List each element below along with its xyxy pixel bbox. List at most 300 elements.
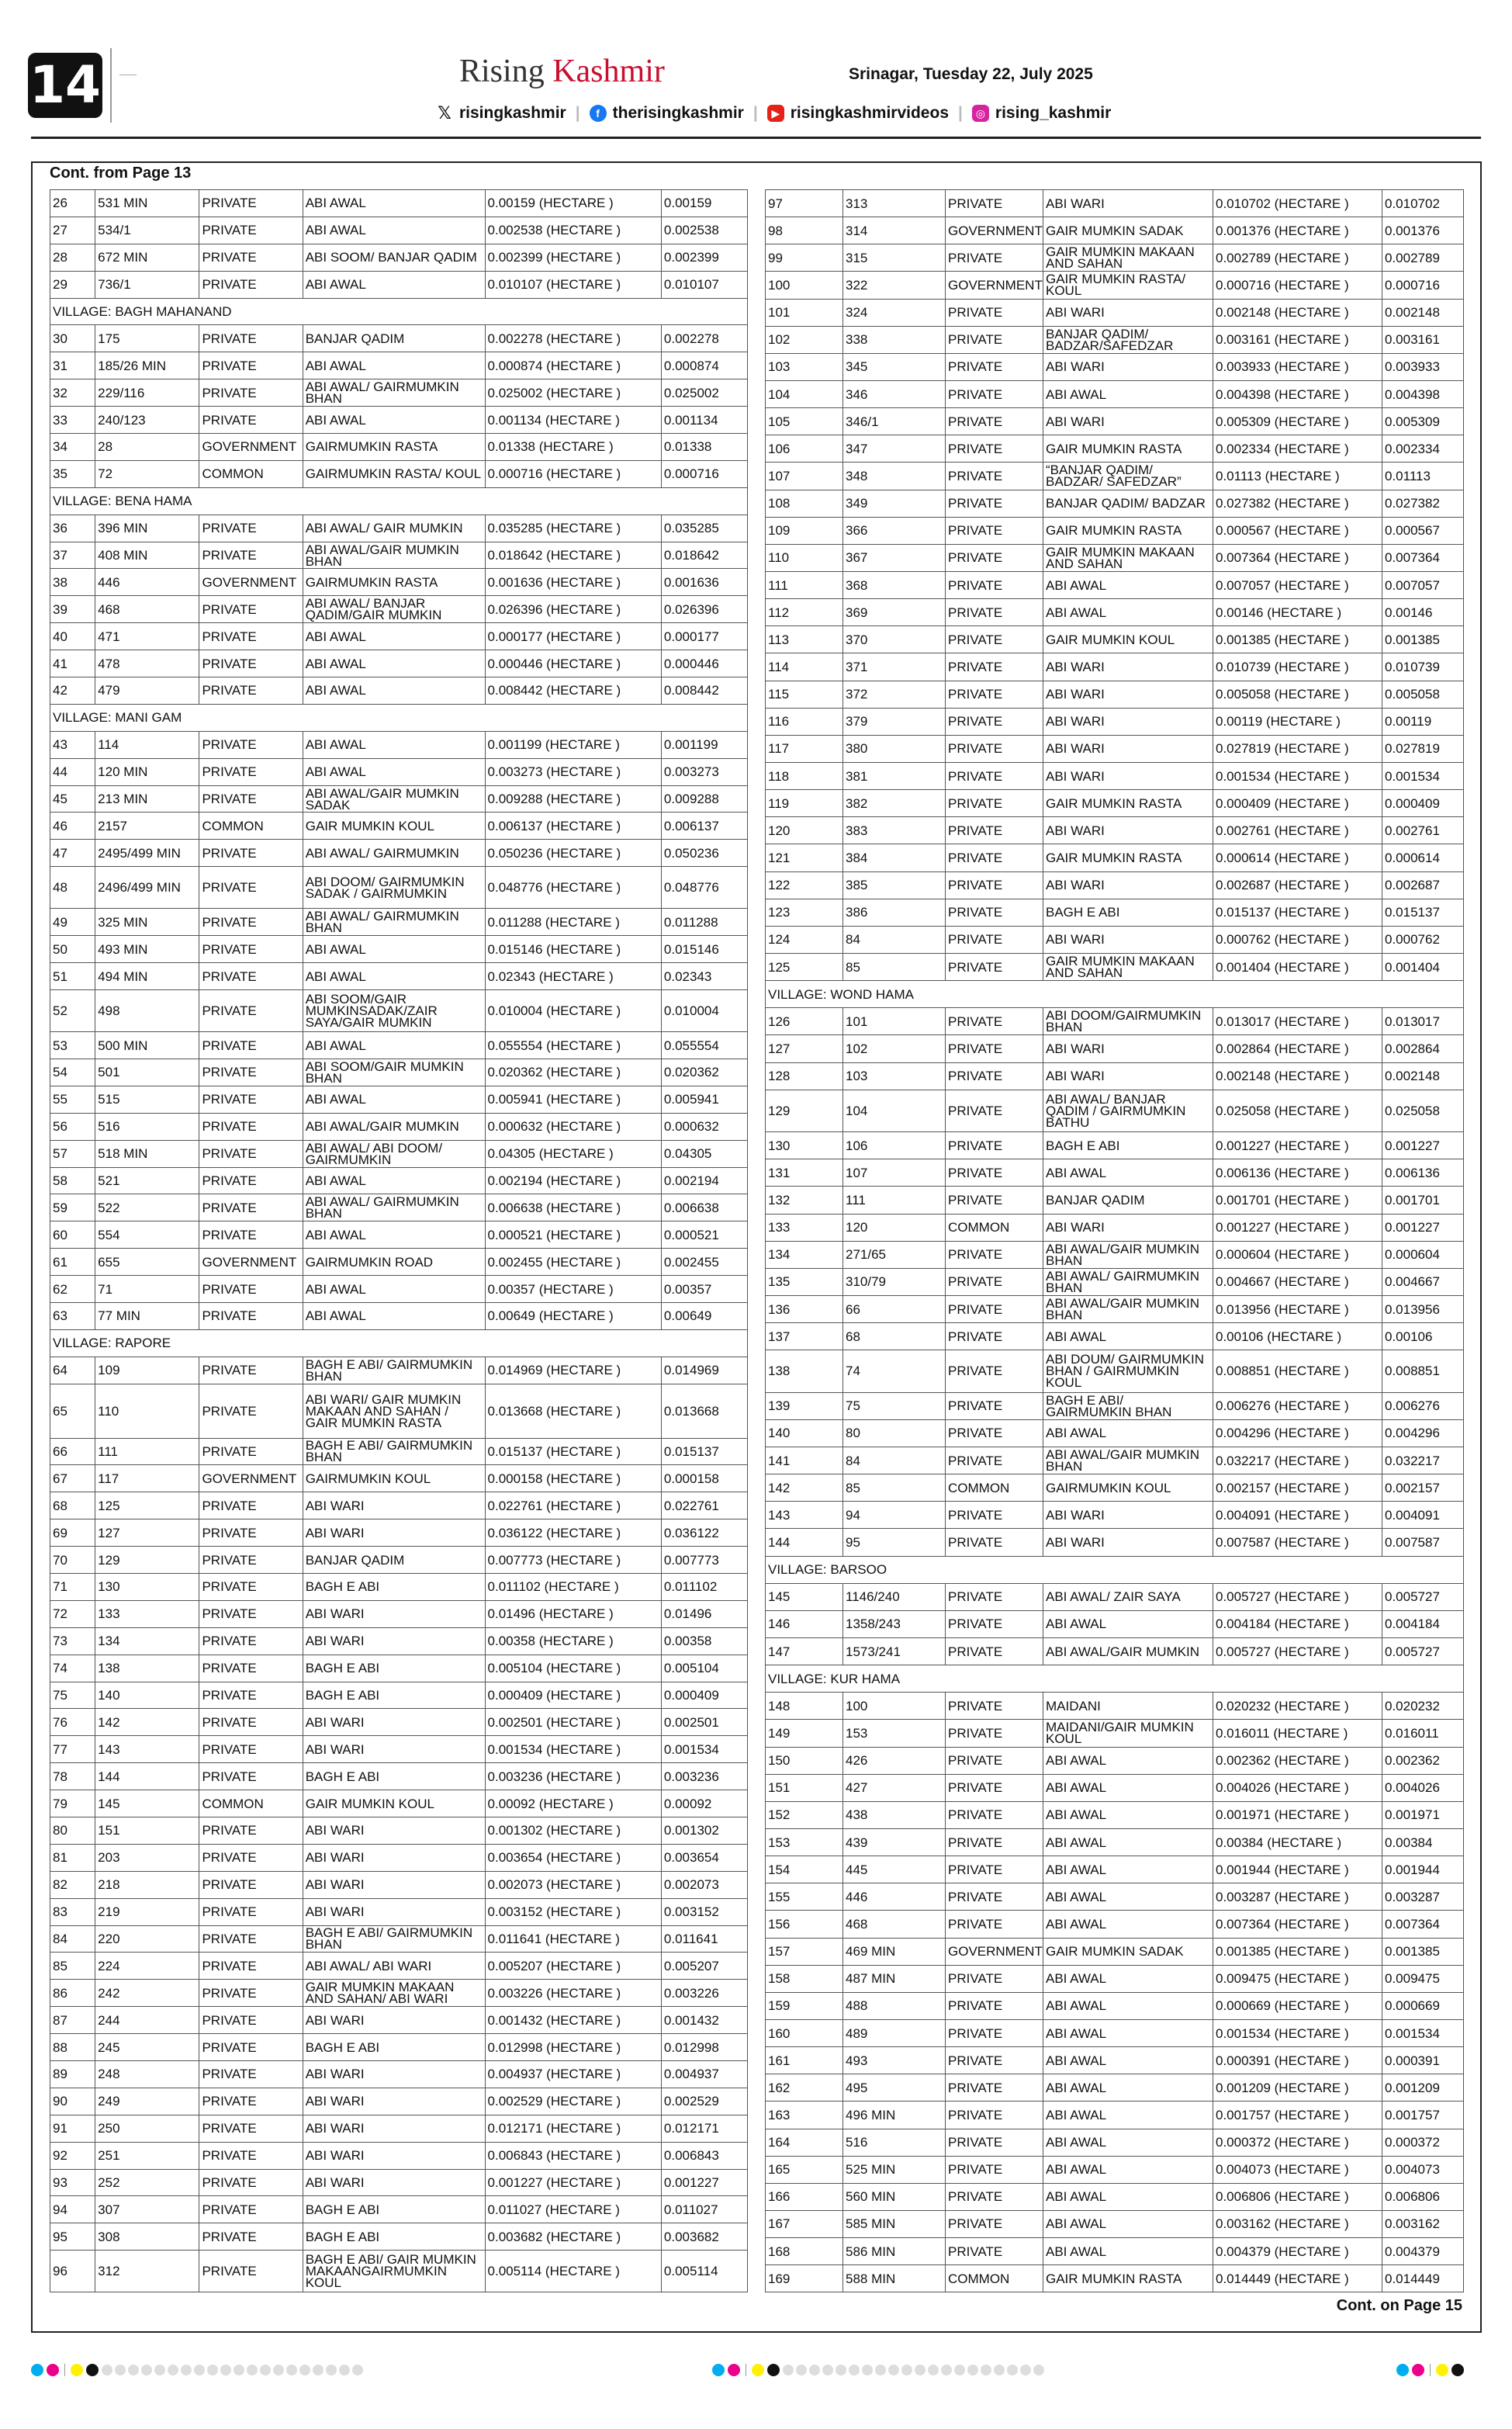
area-hectare [485, 1627, 661, 1655]
area-number: 0.00358 [487, 1634, 535, 1649]
area-unit: (HECTARE ) [1274, 1165, 1349, 1180]
area-number: 0.006137 [487, 818, 543, 833]
land-kind: ABI AWAL [1043, 2210, 1213, 2237]
area-value: 0.003162 [1382, 2210, 1464, 2237]
serial-number: 151 [766, 1774, 843, 1801]
serial-number: 43 [50, 731, 95, 758]
area-value: 0.007364 [1382, 544, 1464, 571]
khasra-number: 655 [95, 1249, 199, 1276]
land-kind: ABI AWAL [1043, 1992, 1213, 2019]
area-value: 0.036122 [661, 1519, 747, 1547]
table-row [50, 650, 748, 677]
area-hectare [1213, 1801, 1382, 1828]
khasra-number: 348 [843, 463, 946, 490]
land-table-left [50, 189, 748, 2292]
area-hectare [1213, 2183, 1382, 2210]
ownership: PRIVATE [946, 1965, 1043, 1992]
table-row [50, 2142, 748, 2169]
serial-number: 31 [50, 352, 95, 379]
area-unit: (HECTARE ) [1274, 1998, 1349, 2014]
area-hectare [485, 352, 661, 379]
area-value: 0.010107 [661, 271, 747, 298]
khasra-number: 84 [843, 1447, 946, 1474]
land-kind: ABI AWAL [303, 217, 485, 244]
area-number: 0.02343 [487, 968, 535, 984]
land-kind: ABI AWAL/GAIR MUMKIN BHAN [1043, 1447, 1213, 1474]
khasra-number: 488 [843, 1992, 946, 2019]
table-row [50, 1167, 748, 1194]
area-number: 0.003152 [487, 1904, 543, 1920]
serial-number: 58 [50, 1167, 95, 1194]
table-row [50, 2223, 748, 2251]
table-row [766, 1938, 1464, 1965]
area-value: 0.013017 [1382, 1008, 1464, 1035]
land-kind: ABI DOOM/GAIRMUMKIN BHAN [1043, 1008, 1213, 1035]
ownership: PRIVATE [199, 1113, 303, 1140]
khasra-number: 68 [843, 1323, 946, 1350]
area-number: 0.00106 [1216, 1329, 1264, 1344]
ownership: PRIVATE [199, 758, 303, 785]
serial-number: 50 [50, 936, 95, 963]
table-row [50, 1655, 748, 1682]
land-kind: ABI AWAL/ GAIRMUMKIN BHAN [303, 909, 485, 936]
area-unit: (HECTARE ) [546, 1092, 621, 1107]
table-row [50, 867, 748, 909]
table-row [766, 217, 1464, 244]
table-row [766, 490, 1464, 517]
serial-number: 55 [50, 1086, 95, 1113]
area-value: 0.015146 [661, 936, 747, 963]
area-number: 0.000632 [487, 1119, 543, 1135]
area-hectare [485, 1736, 661, 1763]
khasra-number: 114 [95, 731, 199, 758]
ownership: PRIVATE [946, 490, 1043, 517]
ownership: PRIVATE [199, 1167, 303, 1194]
area-value: 0.003236 [661, 1763, 747, 1790]
area-value: 0.004379 [1382, 2238, 1464, 2265]
area-unit: (HECTARE ) [546, 2094, 621, 2109]
table-row [50, 1519, 748, 1547]
serial-number: 67 [50, 1465, 95, 1492]
area-unit: (HECTARE ) [1274, 305, 1349, 321]
area-value: 0.000632 [661, 1113, 747, 1140]
area-value: 0.000446 [661, 650, 747, 677]
village-header-row [50, 1329, 748, 1357]
area-value: 0.000567 [1382, 517, 1464, 544]
ownership: PRIVATE [946, 435, 1043, 463]
land-kind: ABI WARI [1043, 817, 1213, 844]
area-number: 0.011102 [487, 1579, 541, 1595]
serial-number: 54 [50, 1059, 95, 1086]
land-kind: GAIRMUMKIN RASTA [303, 569, 485, 596]
khasra-number: 349 [843, 490, 946, 517]
area-hectare [1213, 1241, 1382, 1268]
area-value: 0.002538 [661, 217, 747, 244]
land-kind: ABI AWAL [303, 1221, 485, 1249]
ownership: PRIVATE [199, 379, 303, 407]
area-unit: (HECTARE ) [546, 1254, 621, 1270]
area-number: 0.000409 [1216, 795, 1271, 811]
area-number: 0.01338 [487, 439, 535, 455]
area-number: 0.050236 [487, 845, 543, 861]
land-kind: GAIRMUMKIN KOUL [1043, 1474, 1213, 1502]
land-kind: ABI WARI [303, 2115, 485, 2142]
land-kind: ABI AWAL [1043, 1747, 1213, 1774]
area-unit: (HECTARE ) [1274, 2189, 1349, 2205]
khasra-number: 427 [843, 1774, 946, 1801]
ownership: PRIVATE [946, 1774, 1043, 1801]
area-hectare [485, 1682, 661, 1709]
area-unit: (HECTARE ) [546, 1003, 621, 1019]
khasra-number: 104 [843, 1090, 946, 1131]
area-unit: (HECTARE ) [546, 1471, 621, 1486]
land-kind: ABI WARI [303, 1600, 485, 1627]
area-unit: (HECTARE ) [1274, 878, 1349, 893]
land-kind: ABI AWAL [303, 623, 485, 650]
area-value: 0.00106 [1382, 1323, 1464, 1350]
land-kind: ABI WARI [303, 2142, 485, 2169]
serial-number: 129 [766, 1090, 843, 1131]
table-row [50, 1384, 748, 1438]
area-unit: (HECTARE ) [1274, 250, 1349, 265]
area-hectare [485, 1032, 661, 1059]
ownership: PRIVATE [946, 1241, 1043, 1268]
ownership: GOVERNMENT [946, 1938, 1043, 1965]
table-row [766, 1637, 1464, 1665]
serial-number: 130 [766, 1132, 843, 1159]
area-number: 0.027819 [1216, 741, 1271, 757]
khasra-number: 370 [843, 626, 946, 653]
land-kind: ABI AWAL [1043, 1774, 1213, 1801]
area-number: 0.003162 [1216, 2216, 1271, 2232]
brand-kashmir: Kashmir [552, 54, 665, 89]
area-number: 0.003161 [1216, 332, 1271, 348]
serial-number: 131 [766, 1159, 843, 1187]
land-kind: ABI AWAL [1043, 2019, 1213, 2046]
table-row [766, 517, 1464, 544]
area-hectare [1213, 1529, 1382, 1556]
area-value: 0.016011 [1382, 1720, 1464, 1747]
area-value: 0.01113 [1382, 463, 1464, 490]
area-number: 0.000446 [487, 656, 543, 671]
area-unit: (HECTARE ) [546, 1769, 621, 1784]
ownership: PRIVATE [946, 653, 1043, 681]
area-unit: (HECTARE ) [1274, 632, 1349, 647]
area-number: 0.000716 [487, 466, 543, 482]
area-hectare [1213, 1938, 1382, 1965]
area-value: 0.007364 [1382, 1911, 1464, 1938]
village-name: VILLAGE: BARSOO [766, 1556, 1464, 1583]
table-row [50, 1221, 748, 1249]
social-handle-youtube[interactable]: risingkashmirvideos [790, 104, 949, 122]
table-row [50, 963, 748, 990]
khasra-number: 75 [843, 1392, 946, 1419]
area-number: 0.00146 [1216, 605, 1264, 620]
area-value: 0.025058 [1382, 1090, 1464, 1131]
area-value: 0.002148 [1382, 1062, 1464, 1090]
area-number: 0.001227 [1216, 1220, 1271, 1235]
serial-number: 125 [766, 953, 843, 980]
social-handle-facebook[interactable]: therisingkashmir [612, 104, 744, 122]
area-hectare [1213, 926, 1382, 953]
ownership: PRIVATE [199, 2196, 303, 2223]
area-unit: (HECTARE ) [1265, 714, 1341, 729]
land-kind: BAGH E ABI/ GAIRMUMKIN BHAN [1043, 1392, 1213, 1419]
serial-number: 133 [766, 1214, 843, 1241]
area-number: 0.000409 [487, 1687, 543, 1703]
serial-number: 57 [50, 1140, 95, 1167]
area-value: 0.001227 [1382, 1214, 1464, 1241]
khasra-number: 134 [95, 1627, 199, 1655]
khasra-number: 478 [95, 650, 199, 677]
area-number: 0.011288 [487, 914, 542, 930]
land-kind: ABI AWAL [1043, 1801, 1213, 1828]
khasra-number: 224 [95, 1953, 199, 1980]
khasra-number: 347 [843, 435, 946, 463]
land-kind: BAGH E ABI/ GAIRMUMKIN BHAN [303, 1357, 485, 1384]
serial-number: 139 [766, 1392, 843, 1419]
area-number: 0.015146 [487, 941, 543, 957]
area-number: 0.004937 [487, 2067, 543, 2082]
khasra-number: 95 [843, 1529, 946, 1556]
area-hectare [1213, 1502, 1382, 1529]
continued-on-label: Cont. on Page 15 [1336, 2297, 1462, 2314]
area-unit: (HECTARE ) [1274, 1944, 1349, 1959]
land-kind: BAGH E ABI [1043, 1132, 1213, 1159]
khasra-number: 142 [95, 1709, 199, 1736]
table-row [766, 190, 1464, 217]
area-hectare [1213, 708, 1382, 735]
ownership: PRIVATE [946, 681, 1043, 708]
area-value: 0.011102 [661, 1573, 747, 1600]
area-hectare [1213, 653, 1382, 681]
area-hectare [485, 542, 661, 569]
serial-number: 87 [50, 2007, 95, 2034]
table-row [50, 1817, 748, 1844]
village-name: VILLAGE: BENA HAMA [50, 487, 748, 515]
serial-number: 47 [50, 840, 95, 867]
table-row [766, 1610, 1464, 1637]
ownership: GOVERNMENT [946, 217, 1043, 244]
social-separator: | [575, 104, 580, 122]
serial-number: 101 [766, 299, 843, 326]
serial-number: 63 [50, 1303, 95, 1330]
ownership: GOVERNMENT [199, 1465, 303, 1492]
area-unit: (HECTARE ) [546, 1173, 621, 1189]
area-hectare [1213, 1474, 1382, 1502]
ownership: PRIVATE [946, 2129, 1043, 2156]
area-unit: (HECTARE ) [546, 1823, 621, 1838]
table-row [766, 571, 1464, 598]
serial-number: 59 [50, 1194, 95, 1221]
land-kind: GAIR MUMKIN RASTA/ KOUL [1043, 272, 1213, 299]
village-header-row [766, 1556, 1464, 1583]
area-unit: (HECTARE ) [546, 1403, 621, 1419]
land-kind: BANJAR QADIM [303, 1547, 485, 1574]
table-row [766, 272, 1464, 299]
serial-number: 152 [766, 1801, 843, 1828]
area-number: 0.001944 [1216, 1862, 1271, 1877]
area-hectare [485, 379, 661, 407]
area-hectare [485, 1573, 661, 1600]
ownership: PRIVATE [946, 817, 1043, 844]
area-value: 0.007057 [1382, 571, 1464, 598]
area-hectare [1213, 1419, 1382, 1447]
area-value: 0.003273 [661, 758, 747, 785]
area-value: 0.020362 [661, 1059, 747, 1086]
area-number: 0.003236 [487, 1769, 543, 1784]
serial-number: 117 [766, 735, 843, 762]
ownership: PRIVATE [199, 1086, 303, 1113]
table-row [50, 542, 748, 569]
khasra-number: 521 [95, 1167, 199, 1194]
area-hectare [1213, 1447, 1382, 1474]
khasra-number: 493 [843, 2047, 946, 2074]
ownership: PRIVATE [946, 1992, 1043, 2019]
khasra-number: 672 MIN [95, 244, 199, 271]
serial-number: 79 [50, 1790, 95, 1817]
area-hectare [1213, 2019, 1382, 2046]
serial-number: 138 [766, 1350, 843, 1392]
village-header-row [766, 1665, 1464, 1693]
khasra-number: 28 [95, 434, 199, 461]
area-number: 0.004667 [1216, 1274, 1271, 1290]
area-number: 0.022761 [487, 1498, 543, 1513]
ownership: PRIVATE [946, 626, 1043, 653]
area-number: 0.001404 [1216, 959, 1271, 975]
area-value: 0.002864 [1382, 1035, 1464, 1062]
area-hectare [485, 990, 661, 1032]
area-hectare [485, 2169, 661, 2196]
ownership: PRIVATE [946, 1502, 1043, 1529]
serial-number: 28 [50, 244, 95, 271]
serial-number: 106 [766, 435, 843, 463]
ownership: PRIVATE [946, 1447, 1043, 1474]
land-kind: BAGH E ABI/ GAIRMUMKIN BHAN [303, 1925, 485, 1953]
land-kind: ABI WARI [1043, 408, 1213, 435]
area-value: 0.000409 [661, 1682, 747, 1709]
khasra-number: 338 [843, 326, 946, 353]
serial-number: 118 [766, 762, 843, 789]
area-unit: (HECTARE ) [1274, 1301, 1349, 1317]
area-hectare [485, 758, 661, 785]
ownership: PRIVATE [946, 408, 1043, 435]
khasra-number: 143 [95, 1736, 199, 1763]
area-hectare [1213, 1856, 1382, 1883]
area-hectare [1213, 899, 1382, 926]
area-unit: (HECTARE ) [538, 1308, 614, 1324]
table-row [50, 1465, 748, 1492]
area-hectare [485, 1438, 661, 1465]
serial-number: 115 [766, 681, 843, 708]
area-value: 0.001385 [1382, 626, 1464, 653]
table-row [50, 271, 748, 298]
area-value: 0.048776 [661, 867, 747, 909]
ownership: PRIVATE [199, 271, 303, 298]
serial-number: 100 [766, 272, 843, 299]
ownership: PRIVATE [946, 299, 1043, 326]
area-unit: (HECTARE ) [546, 2039, 621, 2055]
serial-number: 157 [766, 1938, 843, 1965]
area-value: 0.000409 [1382, 790, 1464, 817]
table-row [50, 1709, 748, 1736]
khasra-number: 325 MIN [95, 909, 199, 936]
ownership: PRIVATE [199, 1709, 303, 1736]
land-kind: ABI AWAL [1043, 1828, 1213, 1856]
area-hectare [1213, 817, 1382, 844]
ownership: PRIVATE [199, 1953, 303, 1980]
land-kind: ABI WARI [303, 1627, 485, 1655]
area-value: 0.000177 [661, 623, 747, 650]
land-kind: ABI WARI [303, 1871, 485, 1898]
area-hectare [485, 2115, 661, 2142]
ownership: GOVERNMENT [199, 569, 303, 596]
land-kind: GAIR MUMKIN MAKAAN AND SAHAN [1043, 244, 1213, 272]
area-number: 0.011027 [487, 2202, 542, 2217]
ownership: PRIVATE [199, 2223, 303, 2251]
table-row [50, 623, 748, 650]
ownership: PRIVATE [946, 1693, 1043, 1720]
area-number: 0.001534 [1216, 2025, 1271, 2041]
serial-number: 82 [50, 1871, 95, 1898]
land-kind: ABI WARI [1043, 735, 1213, 762]
table-row [50, 1032, 748, 1059]
ownership: COMMON [946, 1474, 1043, 1502]
ownership: PRIVATE [199, 2034, 303, 2061]
area-number: 0.025058 [1216, 1103, 1271, 1118]
area-unit: (HECTARE ) [1267, 1329, 1342, 1344]
area-value: 0.00649 [661, 1303, 747, 1330]
area-unit: (HECTARE ) [538, 196, 614, 211]
land-kind: BANJAR QADIM [303, 325, 485, 352]
land-kind: ABI AWAL [303, 963, 485, 990]
registration-marks-center [712, 2359, 1044, 2381]
table-row [766, 1992, 1464, 2019]
table-row [766, 326, 1464, 353]
area-number: 0.00119 [1216, 714, 1263, 729]
table-row [766, 1883, 1464, 1911]
village-name: VILLAGE: RAPORE [50, 1329, 748, 1357]
area-hectare [485, 2223, 661, 2251]
khasra-number: 469 MIN [843, 1938, 946, 1965]
area-number: 0.001432 [487, 2012, 543, 2028]
serial-number: 48 [50, 867, 95, 909]
area-value: 0.002362 [1382, 1747, 1464, 1774]
social-handle-instagram[interactable]: rising_kashmir [995, 104, 1112, 122]
ownership: PRIVATE [199, 1221, 303, 1249]
ownership: PRIVATE [199, 2169, 303, 2196]
table-row [50, 2251, 748, 2292]
khasra-number: 586 MIN [843, 2238, 946, 2265]
khasra-number: 366 [843, 517, 946, 544]
serial-number: 60 [50, 1221, 95, 1249]
area-number: 0.007364 [1216, 1916, 1271, 1932]
khasra-number: 249 [95, 2088, 199, 2115]
ownership: GOVERNMENT [199, 434, 303, 461]
instagram-icon: ◎ [972, 105, 989, 122]
area-unit: (HECTARE ) [546, 1363, 621, 1378]
area-number: 0.00649 [487, 1308, 535, 1324]
area-value: 0.004026 [1382, 1774, 1464, 1801]
khasra-number: 382 [843, 790, 946, 817]
khasra-number: 487 MIN [843, 1965, 946, 1992]
area-unit: (HECTARE ) [546, 880, 621, 896]
table-row [766, 681, 1464, 708]
serial-number: 75 [50, 1682, 95, 1709]
social-handle-x[interactable]: risingkashmir [459, 104, 566, 122]
serial-number: 165 [766, 2156, 843, 2183]
area-value: 0.006843 [661, 2142, 747, 2169]
